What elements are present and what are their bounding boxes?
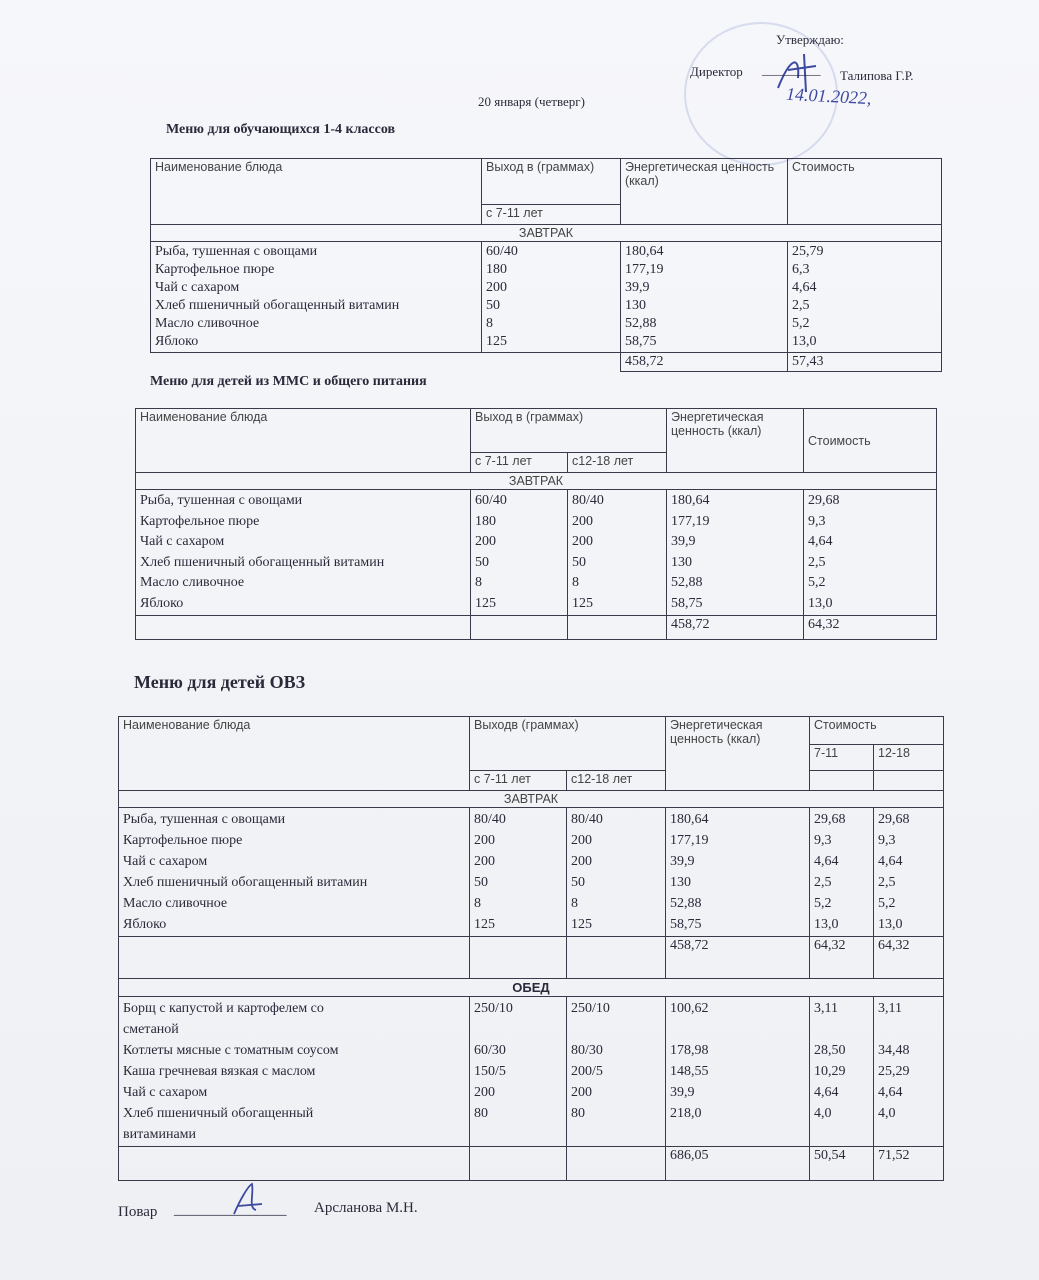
menu2-item-kcal: 177,19 xyxy=(671,513,710,529)
menu3-lunch-outputs1 xyxy=(470,997,567,1147)
menu1-item-kcal: 130 xyxy=(625,298,646,313)
cook-signature-line: _______________ xyxy=(174,1202,287,1218)
menu3-breakfast-item-name: Масло сливочное xyxy=(123,896,228,911)
menu1-item-cost: 6,3 xyxy=(792,262,810,277)
menu2-header-output: Выход в (граммах) xyxy=(471,409,667,453)
menu3-breakfast-output2: 200 xyxy=(571,854,592,869)
menu3-breakfast-item-name: Чай с сахаром xyxy=(123,854,208,869)
menu3-lunch-total-kcal: 686,05 xyxy=(666,1147,810,1181)
menu2-item-kcal: 180,64 xyxy=(671,493,710,508)
menu1-costs xyxy=(788,242,942,353)
menu3-breakfast-outputs1 xyxy=(470,808,567,937)
menu3-breakfast-cost2: 2,5 xyxy=(878,875,896,890)
menu3-breakfast-kcal: 180,64 xyxy=(670,812,709,827)
menu3-lunch-item-name-cont: витаминами xyxy=(123,1127,197,1142)
cook-name: Арсланова М.Н. xyxy=(314,1200,418,1216)
menu1-item-output: 60/40 xyxy=(486,244,518,259)
menu1-item-output: 8 xyxy=(486,316,493,331)
menu2-item-output1: 200 xyxy=(475,534,496,549)
menu2-costs xyxy=(804,490,937,616)
menu3-breakfast-item-name: Рыба, тушенная с овощами xyxy=(123,812,286,827)
menu2-header-energy: Энергетическая ценность (ккал) xyxy=(667,409,804,473)
approve-label: Утверждаю: xyxy=(776,32,844,47)
menu3-lunch-cost1: 3,11 xyxy=(814,1001,838,1016)
menu2-total-cost: 64,32 xyxy=(804,616,937,640)
menu3-breakfast-total-cost1: 64,32 xyxy=(810,937,874,979)
menu2-outputs2 xyxy=(568,490,667,616)
menu2-header-name: Наименование блюда xyxy=(136,409,471,473)
menu2-item-name: Масло сливочное xyxy=(140,575,245,590)
menu3-breakfast-item-name: Картофельное пюре xyxy=(123,833,243,848)
menu1-item-name: Хлеб пшеничный обогащенный витамин xyxy=(155,298,400,313)
menu3-breakfast-cost1: 5,2 xyxy=(814,896,832,911)
menu3-section-lunch: ОБЕД xyxy=(119,979,944,997)
menu2-header-age2: с12-18 лет xyxy=(568,453,667,473)
menu1-item-cost: 2,5 xyxy=(792,298,810,313)
menu3-lunch-output1: 80 xyxy=(474,1106,488,1121)
menu3-breakfast-outputs2 xyxy=(567,808,666,937)
menu3-breakfast-cost1: 4,64 xyxy=(814,854,839,869)
menu1-item-name: Чай с сахаром xyxy=(155,280,240,295)
menu-date: 20 января (четверг) xyxy=(478,94,585,109)
menu2-item-kcal: 58,75 xyxy=(671,595,703,611)
menu2-item-output1: 180 xyxy=(475,513,496,529)
menu1-header-name: Наименование блюда xyxy=(151,159,482,225)
menu3-lunch-output2: 200 xyxy=(571,1085,592,1100)
menu3-table xyxy=(118,716,944,1181)
menu3-breakfast-energies xyxy=(666,808,810,937)
menu1-energies xyxy=(621,242,788,353)
menu3-lunch-output1: 250/10 xyxy=(474,1001,513,1016)
menu3-lunch-energies xyxy=(666,997,810,1147)
menu3-breakfast-cost2: 4,64 xyxy=(878,854,903,869)
menu3-breakfast-output1: 80/40 xyxy=(474,812,506,827)
menu3-breakfast-kcal: 52,88 xyxy=(670,896,702,911)
menu2-item-output2: 200 xyxy=(572,513,593,529)
menu3-lunch-cost2: 4,64 xyxy=(878,1085,903,1100)
menu2-item-output1: 50 xyxy=(475,554,489,570)
menu3-lunch-outputs2 xyxy=(567,997,666,1147)
menu3-lunch-total-cost2: 71,52 xyxy=(874,1147,944,1181)
menu3-breakfast-cost2: 29,68 xyxy=(878,812,910,827)
menu2-item-kcal: 52,88 xyxy=(671,575,703,590)
menu2-item-cost: 5,2 xyxy=(808,575,826,590)
menu3-breakfast-output1: 200 xyxy=(474,854,495,869)
menu3-breakfast-cost2: 13,0 xyxy=(878,917,903,932)
menu3-lunch-cost2: 25,29 xyxy=(878,1064,910,1079)
menu3-header-output: Выходв (граммах) xyxy=(470,717,666,771)
menu3-lunch-item-name: Хлеб пшеничный обогащенный xyxy=(123,1106,314,1121)
menu1-item-cost: 5,2 xyxy=(792,316,810,331)
director-name: Талипова Г.Р. xyxy=(840,68,914,83)
menu3-lunch-item-name: Борщ с капустой и картофелем со xyxy=(123,1001,324,1016)
menu2-outputs1 xyxy=(471,490,568,616)
menu3-lunch-kcal: 178,98 xyxy=(670,1043,709,1058)
menu3-breakfast-output2: 50 xyxy=(571,875,585,890)
menu1-item-name: Масло сливочное xyxy=(155,316,260,331)
menu1-section-breakfast: ЗАВТРАК xyxy=(151,225,942,242)
menu1-total-kcal: 458,72 xyxy=(621,353,788,372)
menu3-breakfast-output2: 125 xyxy=(571,917,592,932)
menu3-lunch-names xyxy=(119,997,470,1147)
menu3-lunch-item-name-cont: сметаной xyxy=(123,1022,179,1037)
menu2-item-name: Картофельное пюре xyxy=(140,513,260,529)
menu3-breakfast-names xyxy=(119,808,470,937)
menu3-lunch-kcal: 39,9 xyxy=(670,1085,695,1100)
menu2-energies xyxy=(667,490,804,616)
menu2-item-output2: 200 xyxy=(572,534,593,549)
menu3-lunch-kcal: 218,0 xyxy=(670,1106,702,1121)
menu3-breakfast-cost2: 5,2 xyxy=(878,896,896,911)
menu2-title: Меню для детей из ММС и общего питания xyxy=(150,374,427,389)
menu3-breakfast-costs1 xyxy=(810,808,874,937)
menu3-lunch-output2: 250/10 xyxy=(571,1001,610,1016)
menu1-header-output: Выход в (граммах) xyxy=(482,159,621,205)
menu2-table xyxy=(135,408,937,640)
menu3-breakfast-item-name: Хлеб пшеничный обогащенный витамин xyxy=(123,875,368,890)
approve-date: 14.01.2022, xyxy=(785,83,872,109)
menu3-lunch-total-cost1: 50,54 xyxy=(810,1147,874,1181)
menu3-breakfast-output1: 50 xyxy=(474,875,488,890)
menu2-item-name: Рыба, тушенная с овощами xyxy=(140,493,303,508)
menu3-lunch-costs2 xyxy=(874,997,944,1147)
menu2-item-output1: 125 xyxy=(475,595,496,611)
menu3-breakfast-output2: 8 xyxy=(571,896,578,911)
menu3-breakfast-costs2 xyxy=(874,808,944,937)
menu2-item-output2: 8 xyxy=(572,575,579,590)
menu3-lunch-cost2: 3,11 xyxy=(878,1001,902,1016)
menu3-lunch-cost1: 4,64 xyxy=(814,1085,839,1100)
menu1-total-cost: 57,43 xyxy=(788,353,942,372)
menu3-breakfast-output1: 200 xyxy=(474,833,495,848)
menu3-breakfast-output1: 8 xyxy=(474,896,481,911)
menu3-lunch-costs1 xyxy=(810,997,874,1147)
menu3-lunch-output1: 200 xyxy=(474,1085,495,1100)
menu3-lunch-item-name: Котлеты мясные с томатным соусом xyxy=(123,1043,339,1058)
menu3-lunch-cost2: 4,0 xyxy=(878,1106,896,1121)
menu3-header-age1: с 7-11 лет xyxy=(470,771,567,791)
menu3-breakfast-kcal: 39,9 xyxy=(670,854,695,869)
menu1-outputs xyxy=(482,242,621,353)
menu3-lunch-item-name: Каша гречневая вязкая с маслом xyxy=(123,1064,316,1079)
menu3-lunch-output1: 150/5 xyxy=(474,1064,506,1079)
menu3-breakfast-cost1: 13,0 xyxy=(814,917,839,932)
menu1-item-kcal: 58,75 xyxy=(625,334,657,349)
menu3-breakfast-output2: 80/40 xyxy=(571,812,603,827)
menu3-header-age2: с12-18 лет xyxy=(567,771,666,791)
menu3-lunch-cost1: 4,0 xyxy=(814,1106,832,1121)
menu3-breakfast-cost1: 2,5 xyxy=(814,875,832,890)
menu1-item-name: Яблоко xyxy=(155,334,199,349)
menu2-item-name: Чай с сахаром xyxy=(140,534,225,549)
director-label: Директор xyxy=(690,64,743,79)
menu1-item-output: 180 xyxy=(486,262,507,277)
menu1-item-name: Рыба, тушенная с овощами xyxy=(155,244,318,259)
menu1-item-output: 125 xyxy=(486,334,507,349)
menu1-item-name: Картофельное пюре xyxy=(155,262,275,277)
menu2-section-breakfast: ЗАВТРАК xyxy=(136,473,937,490)
menu3-breakfast-kcal: 58,75 xyxy=(670,917,702,932)
menu1-item-cost: 13,0 xyxy=(792,334,817,349)
menu3-lunch-output2: 80/30 xyxy=(571,1043,603,1058)
menu2-item-name: Яблоко xyxy=(140,595,184,611)
menu3-header-cost1: 7-11 xyxy=(810,745,874,771)
menu1-table xyxy=(150,158,942,372)
menu3-header-energy: Энергетическая ценность (ккал) xyxy=(666,717,810,791)
menu3-breakfast-cost1: 29,68 xyxy=(814,812,846,827)
menu3-lunch-output2: 200/5 xyxy=(571,1064,603,1079)
menu1-item-output: 50 xyxy=(486,298,500,313)
menu1-item-kcal: 180,64 xyxy=(625,244,664,259)
menu3-breakfast-kcal: 177,19 xyxy=(670,833,709,848)
menu3-breakfast-total-cost2: 64,32 xyxy=(874,937,944,979)
menu2-item-cost: 29,68 xyxy=(808,493,840,508)
menu3-breakfast-cost1: 9,3 xyxy=(814,833,832,848)
menu3-lunch-output2: 80 xyxy=(571,1106,585,1121)
menu1-header-age: с 7-11 лет xyxy=(482,205,621,225)
menu1-item-kcal: 177,19 xyxy=(625,262,664,277)
menu2-item-output2: 125 xyxy=(572,595,593,611)
menu2-item-output1: 60/40 xyxy=(475,493,507,508)
menu1-item-cost: 4,64 xyxy=(792,280,817,295)
menu2-item-name: Хлеб пшеничный обогащенный витамин xyxy=(140,554,385,570)
menu3-breakfast-output2: 200 xyxy=(571,833,592,848)
cook-label: Повар xyxy=(118,1204,158,1220)
director-signature-line: _________ xyxy=(762,62,821,77)
menu2-names xyxy=(136,490,471,616)
menu1-item-kcal: 39,9 xyxy=(625,280,650,295)
menu1-title: Меню для обучающихся 1-4 классов xyxy=(166,122,396,137)
menu2-item-cost: 13,0 xyxy=(808,595,833,611)
menu3-lunch-output1: 60/30 xyxy=(474,1043,506,1058)
menu2-item-cost: 9,3 xyxy=(808,513,826,529)
menu3-breakfast-cost2: 9,3 xyxy=(878,833,896,848)
menu3-breakfast-item-name: Яблоко xyxy=(123,917,167,932)
menu2-header-age1: с 7-11 лет xyxy=(471,453,568,473)
menu3-header-name: Наименование блюда xyxy=(119,717,470,791)
menu1-item-kcal: 52,88 xyxy=(625,316,657,331)
menu3-lunch-kcal: 148,55 xyxy=(670,1064,709,1079)
menu3-breakfast-total-kcal: 458,72 xyxy=(666,937,810,979)
menu3-breakfast-kcal: 130 xyxy=(670,875,691,890)
menu3-title: Меню для детей ОВЗ xyxy=(134,672,306,692)
menu2-item-cost: 4,64 xyxy=(808,534,833,549)
menu2-item-output2: 50 xyxy=(572,554,586,570)
menu3-breakfast-output1: 125 xyxy=(474,917,495,932)
menu2-item-cost: 2,5 xyxy=(808,554,826,570)
menu3-section-breakfast: ЗАВТРАК xyxy=(119,791,944,808)
menu3-header-cost: Стоимость xyxy=(810,717,944,745)
menu3-lunch-cost2: 34,48 xyxy=(878,1043,910,1058)
menu2-header-cost: Стоимость xyxy=(804,409,937,473)
menu2-item-output2: 80/40 xyxy=(572,493,604,508)
menu2-item-output1: 8 xyxy=(475,575,482,590)
menu3-lunch-item-name: Чай с сахаром xyxy=(123,1085,208,1100)
menu1-names xyxy=(151,242,482,353)
menu1-item-cost: 25,79 xyxy=(792,244,824,259)
menu3-header-cost2: 12-18 xyxy=(874,745,944,771)
menu1-header-energy: Энергетическая ценность (ккал) xyxy=(621,159,788,225)
menu2-total-kcal: 458,72 xyxy=(667,616,804,640)
menu2-item-kcal: 39,9 xyxy=(671,534,696,549)
menu3-lunch-kcal: 100,62 xyxy=(670,1001,709,1016)
menu2-item-kcal: 130 xyxy=(671,554,692,570)
menu1-header-cost: Стоимость xyxy=(788,159,942,225)
menu3-lunch-cost1: 10,29 xyxy=(814,1064,846,1079)
menu3-lunch-cost1: 28,50 xyxy=(814,1043,846,1058)
menu1-item-output: 200 xyxy=(486,280,507,295)
